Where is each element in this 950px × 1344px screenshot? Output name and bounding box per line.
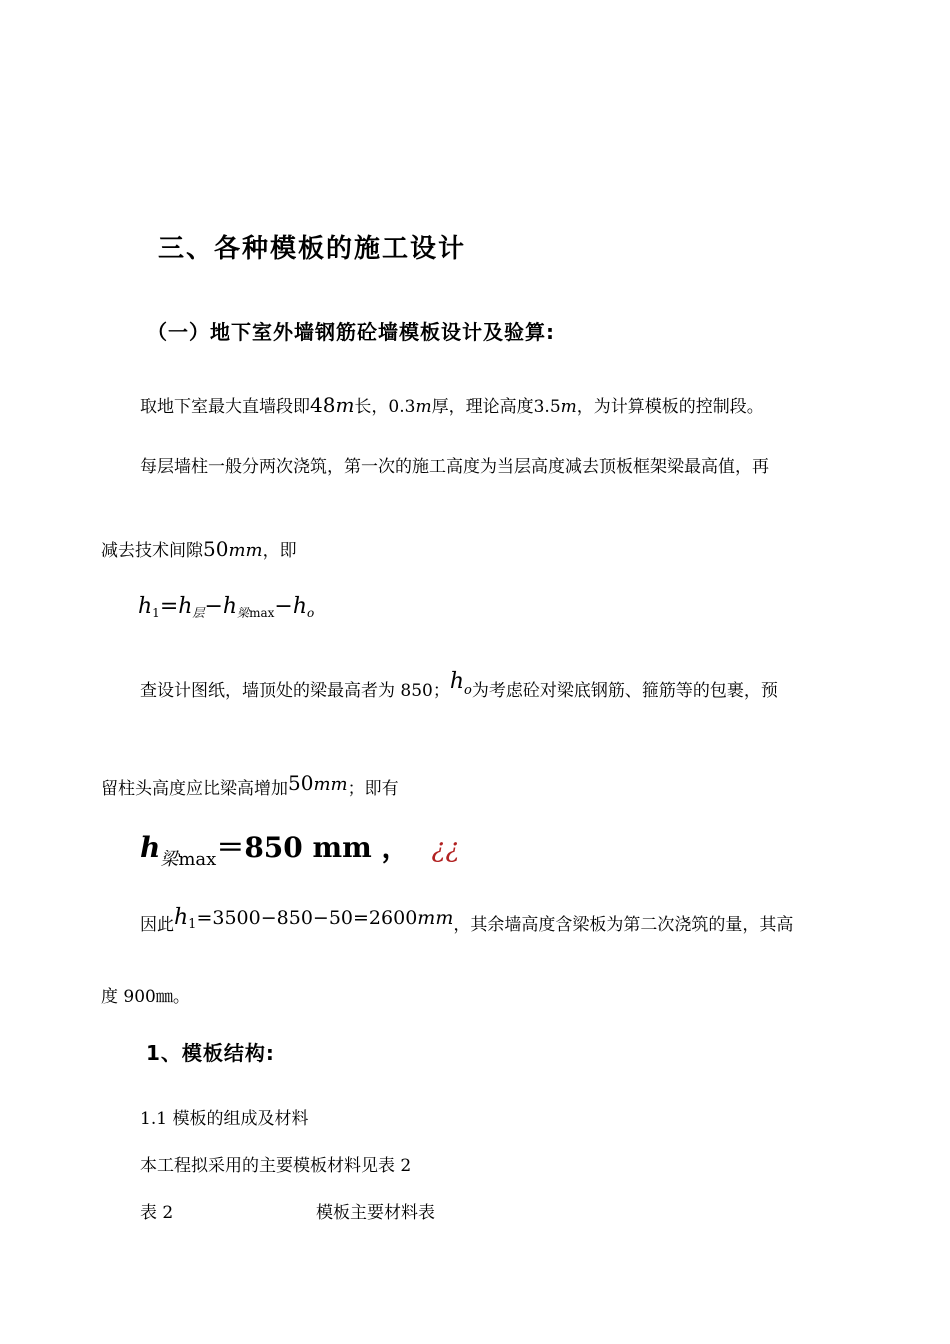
paragraph-design-line1: 查设计图纸，墙顶处的梁最高者为 850；ho为考虑砼对梁底钢筋、箍筋等的包裹，预 (140, 669, 778, 701)
paragraph-design-line2: 留柱头高度应比梁高增加50mm；即有 (101, 771, 399, 799)
error-glyphs: ¿¿ (431, 834, 460, 864)
paragraph-pour-line1: 每层墙柱一般分两次浇筑，第一次的施工高度为当层高度减去顶板框架梁最高值，再 (140, 457, 769, 477)
subsection-heading: 1、模板结构: (146, 1041, 275, 1065)
section-heading: （一）地下室外墙钢筋砼墙模板设计及验算: (147, 320, 555, 344)
table-caption-title: 模板主要材料表 (316, 1203, 435, 1223)
paragraph-pour-line2: 减去技术间隙50mm，即 (101, 537, 297, 561)
formula-h-beam-max: $h_{梁max}=850$ mm ， ¿¿ (140, 831, 460, 870)
paragraph-materials: 本工程拟采用的主要模板材料见表 2 (140, 1156, 412, 1176)
paragraph-result-line2: 度 900㎜。 (101, 987, 190, 1007)
formula-h1: $h_1=h_层-h_{梁max}-h_o$ (138, 594, 315, 620)
item-1-1: 1.1 模板的组成及材料 (140, 1109, 309, 1129)
paragraph-control-section: 取地下室最大直墙段即48m长，0.3m厚，理论高度3.5m，为计算模板的控制段。 (140, 393, 764, 417)
page-heading: 三、各种模板的施工设计 (158, 234, 467, 264)
paragraph-result-line1: 因此h1=3500−850−50=2600mm，其余墙高度含梁板为第二次浇筑的量，其高 (140, 905, 794, 935)
table-caption-label: 表 2 (140, 1203, 174, 1223)
